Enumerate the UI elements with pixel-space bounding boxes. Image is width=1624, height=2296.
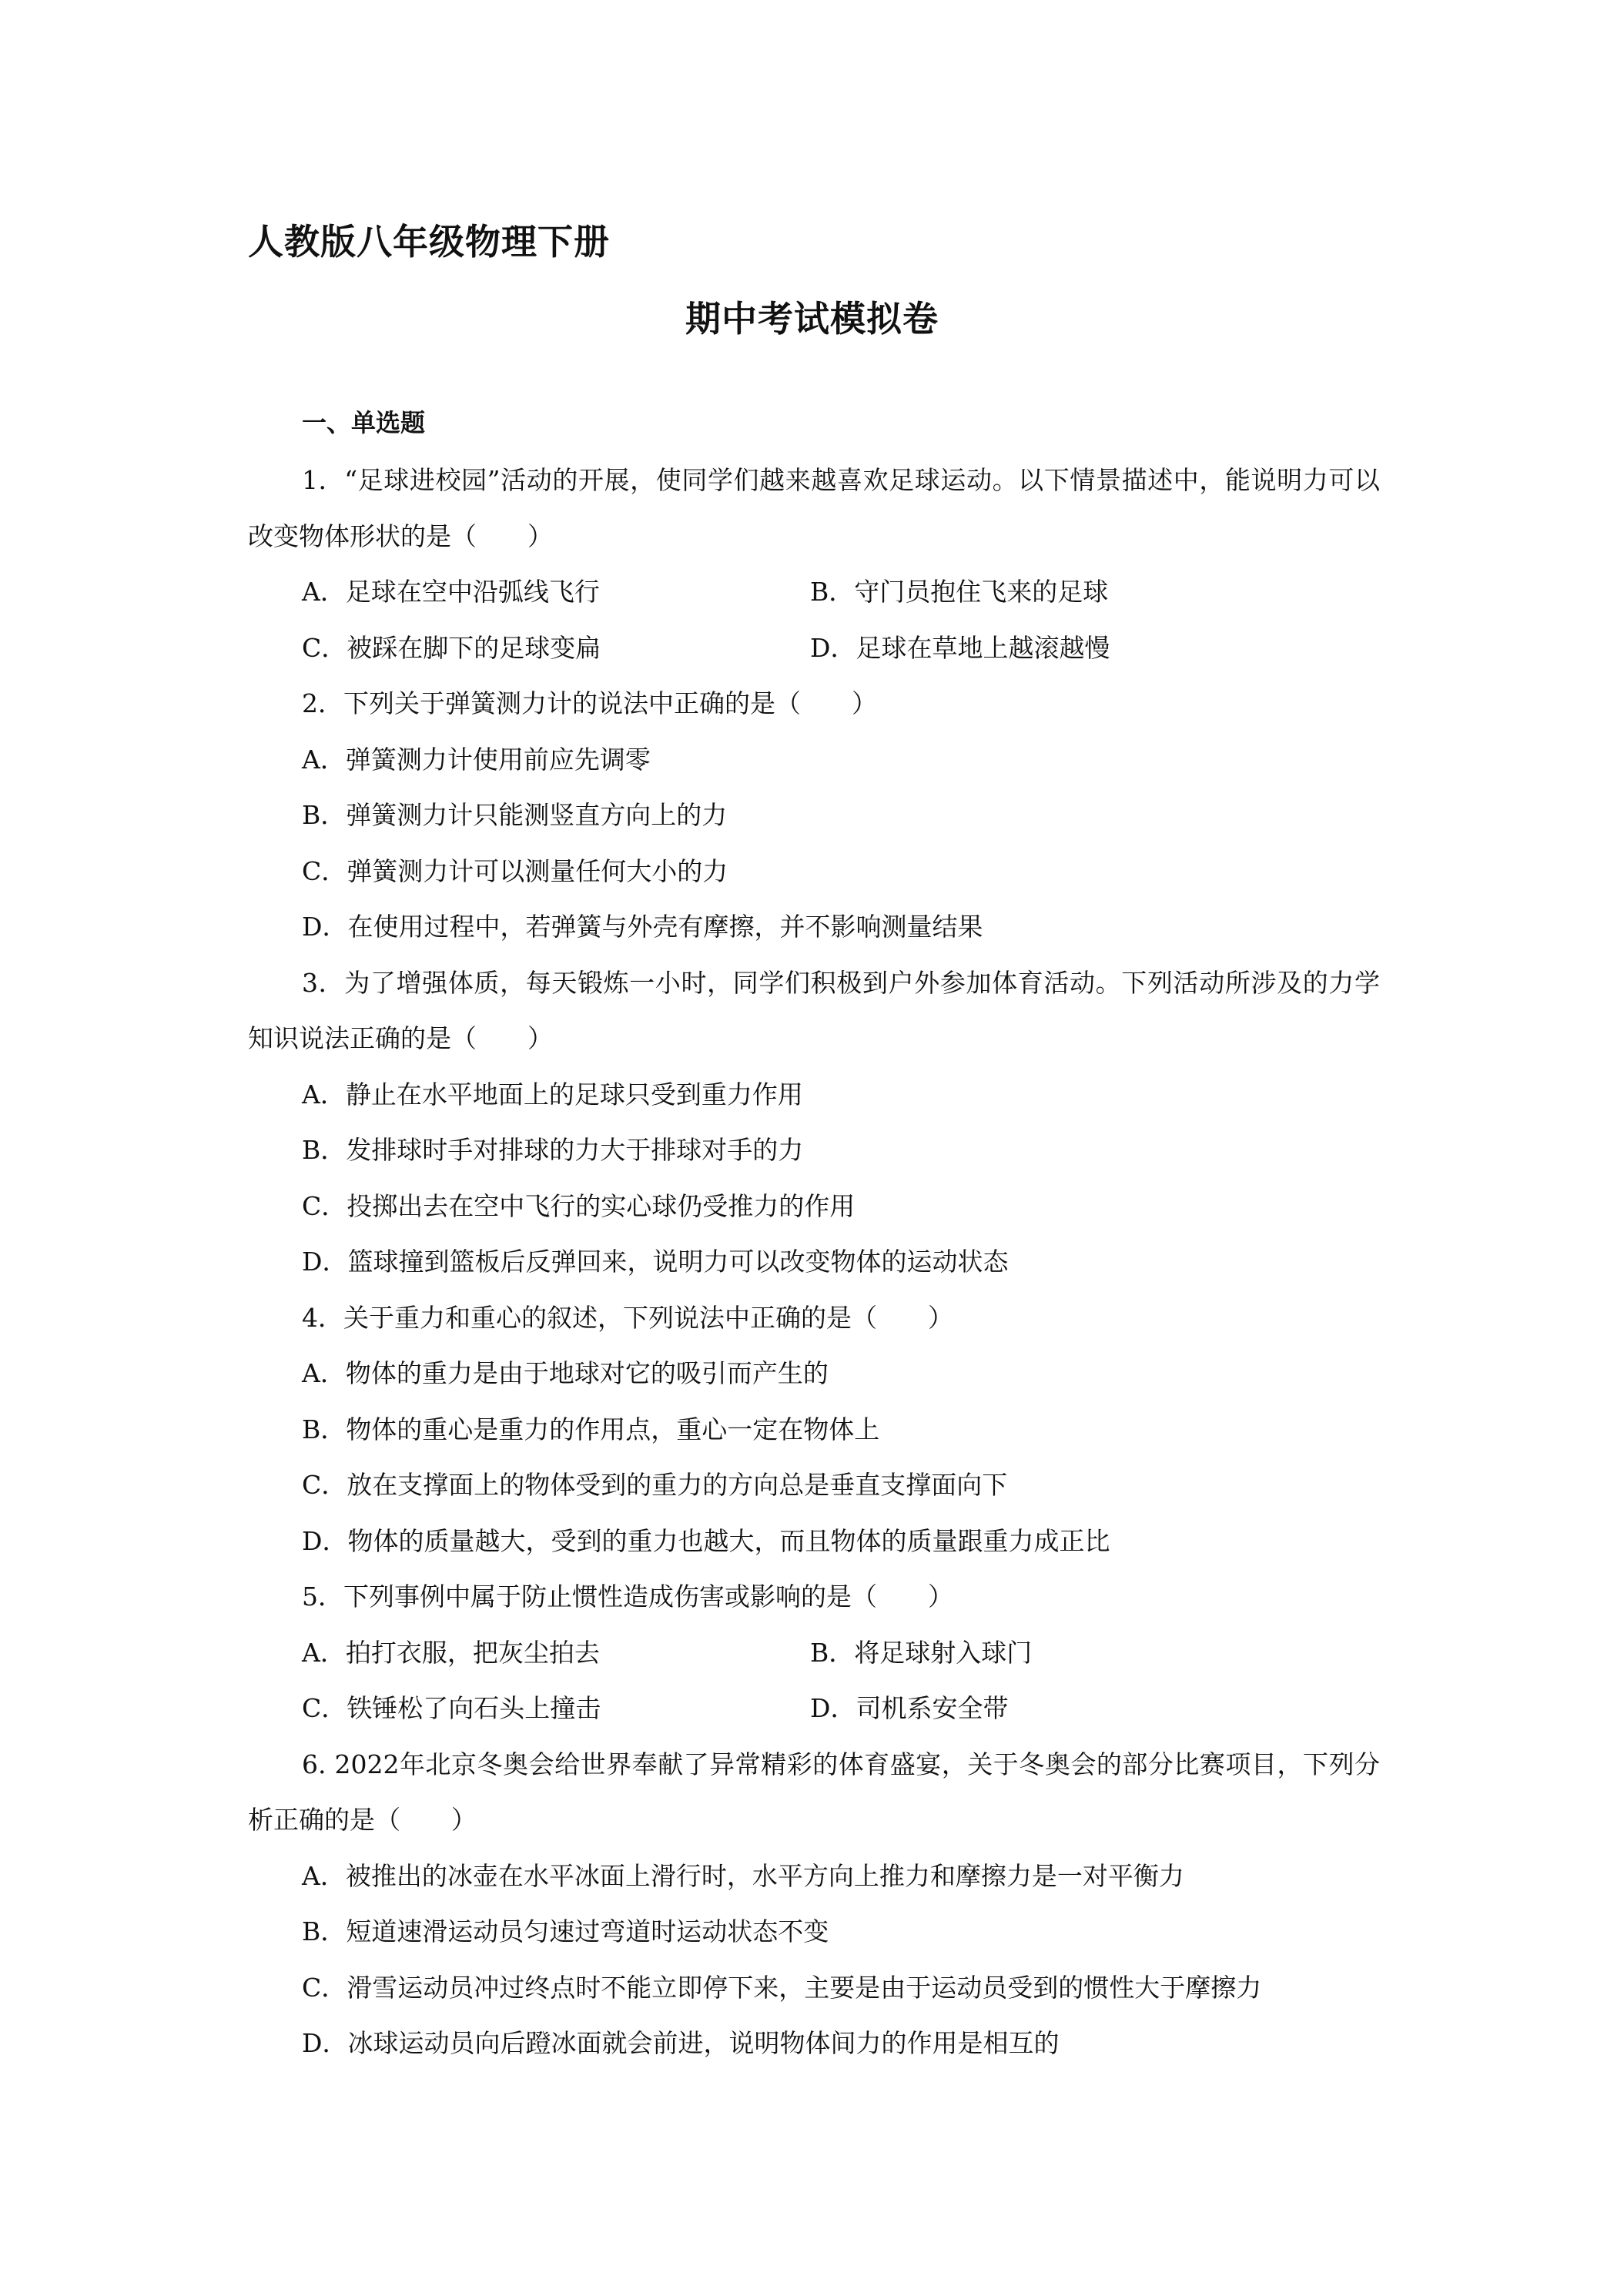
option-a: A．足球在空中沿弧线飞行 [302,577,600,607]
option-b: B．发排球时手对排球的力大于排球对手的力 [302,1135,804,1165]
question-3 [248,956,1380,1290]
option-row [248,1625,1380,1682]
question-5 [248,1569,1380,1737]
option-d: D．冰球运动员向后蹬冰面就会前进，说明物体间力的作用是相互的 [302,2028,1060,2058]
question-1 [248,453,1380,676]
question-list [248,453,1380,2072]
option-b: B．弹簧测力计只能测竖直方向上的力 [302,800,728,830]
question-stem: 2．下列关于弹簧测力计的说法中正确的是（ ） [302,688,877,718]
option-c: C．滑雪运动员冲过终点时不能立即停下来，主要是由于运动员受到的惯性大于摩擦力 [302,1972,1262,2003]
question-stem: 4．关于重力和重心的叙述，下列说法中正确的是（ ） [302,1302,953,1333]
option-b: B．守门员抱住飞来的足球 [810,577,1109,607]
question-stem: 5．下列事例中属于防止惯性造成伤害或影响的是（ ） [302,1581,953,1612]
question-stem: 6. 2022年北京冬奥会给世界奉献了异常精彩的体育盛宴，关于冬奥会的部分比赛项目，下列分析正确的是（ ） [248,1749,1380,1835]
option-row [248,564,1380,621]
option-a: A．弹簧测力计使用前应先调零 [302,744,651,775]
option-b: B．短道速滑运动员匀速过弯道时运动状态不变 [302,1916,829,1946]
document-title: 人教版八年级物理下册 [248,221,610,263]
option-row [248,1681,1380,1737]
question-6 [248,1737,1380,2072]
option-d: D．在使用过程中，若弹簧与外壳有摩擦，并不影响测量结果 [302,912,983,942]
question-stem: 3．为了增强体质，每天锻炼一小时，同学们积极到户外参加体育活动。下列活动所涉及的力学知识说法正确的是（ ） [248,967,1380,1053]
option-c: C．放在支撑面上的物体受到的重力的方向总是垂直支撑面向下 [302,1470,1008,1500]
option-d: D．足球在草地上越滚越慢 [810,632,1110,663]
option-b: B．物体的重心是重力的作用点，重心一定在物体上 [302,1414,880,1444]
document-subtitle: 期中考试模拟卷 [685,298,939,340]
option-c: C．弹簧测力计可以测量任何大小的力 [302,855,728,886]
option-a: A．静止在水平地面上的足球只受到重力作用 [302,1079,803,1110]
option-c: C．铁锤松了向石头上撞击 [302,1693,601,1723]
section-heading: 一、单选题 [302,408,426,437]
option-b: B．将足球射入球门 [810,1637,1033,1668]
question-4 [248,1290,1380,1570]
option-row [248,621,1380,677]
option-c: C．被踩在脚下的足球变扁 [302,632,601,663]
question-stem: 1．“足球进校园”活动的开展，使同学们越来越喜欢足球运动。以下情景描述中，能说明力可以改变物体形状的是（ ） [248,465,1380,551]
option-a: A．被推出的冰壶在水平冰面上滑行时，水平方向上推力和摩擦力是一对平衡力 [302,1860,1184,1891]
option-d: D．物体的质量越大，受到的重力也越大，而且物体的质量跟重力成正比 [302,1525,1110,1556]
option-d: D．司机系安全带 [810,1693,1009,1723]
option-d: D．篮球撞到篮板后反弹回来，说明力可以改变物体的运动状态 [302,1247,1009,1277]
option-c: C．投掷出去在空中飞行的实心球仍受推力的作用 [302,1190,856,1221]
question-2 [248,676,1380,956]
option-a: A．拍打衣服，把灰尘拍去 [302,1637,600,1668]
option-a: A．物体的重力是由于地球对它的吸引而产生的 [302,1358,829,1388]
